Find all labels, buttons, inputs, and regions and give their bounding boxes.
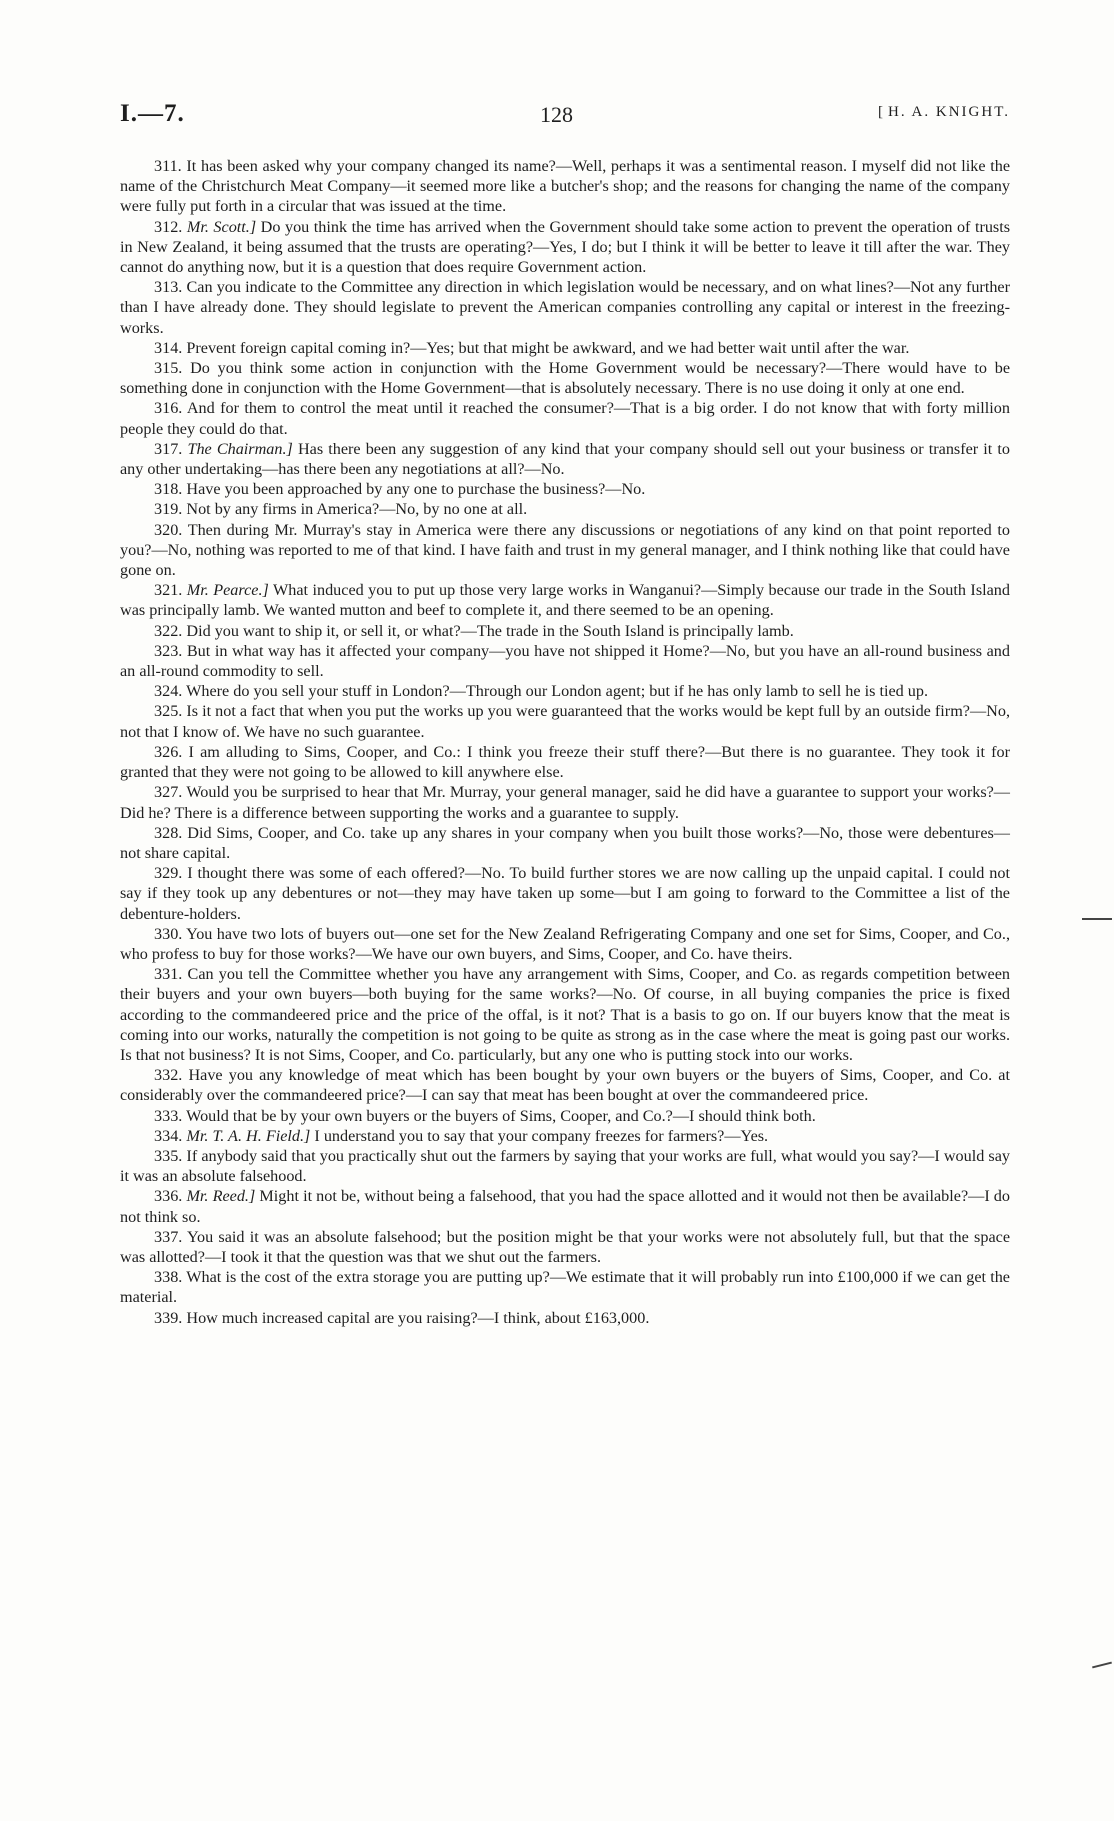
paragraph-338: 338. What is the cost of the extra storage you are putting up?—We estimate that it will probably run into £100,000 if we can get the material. xyxy=(120,1268,1010,1307)
question-text: Has there been any suggestion of any kind that your company should sell out your business or transfer it to any other undertaking—has there been any negotiations at all?—No. xyxy=(120,439,1010,479)
paragraph-317 xyxy=(120,439,1010,479)
margin-mark xyxy=(1092,1662,1112,1669)
speaker-name: Mr. Reed.] xyxy=(186,1187,256,1206)
paragraph-333: 333. Would that be by your own buyers or the buyers of Sims, Cooper, and Co.?—I should think both. xyxy=(154,1106,816,1125)
paper-reference: I.—7. xyxy=(120,100,185,127)
paragraph-336 xyxy=(120,1186,1010,1226)
paragraph-323: 323. But in what way has it affected your company—you have not shipped it Home?—No, but you have an all-round business and an all-round commodity to sell. xyxy=(120,641,1010,681)
paragraph-320: 320. Then during Mr. Murray's stay in America were there any discussions or negotiations of any kind on that point reported to you?—No, nothing was reported to me of that kind. I have faith and trust in my general manager, and I think nothing like that could have gone on. xyxy=(120,520,1010,580)
witness-name: [ H. A. KNIGHT. xyxy=(878,104,1010,121)
page-header xyxy=(120,100,1010,140)
paragraph-316: 316. And for them to control the meat until it reached the consumer?—That is a big order. I do not know that with forty million people they could do that. xyxy=(120,399,1010,438)
page-number: 128 xyxy=(540,102,573,127)
document-page xyxy=(120,100,1010,1328)
paragraph-313: 313. Can you indicate to the Committee any direction in which legislation would be necessary, and on what lines?—Not any further than I have already done. They should legislate to prevent the American companies controlling any capital or interest in the freezing-works. xyxy=(120,278,1010,337)
paragraph-331: 331. Can you tell the Committee whether you have any arrangement with Sims, Cooper, and Co. as regards competition between their buyers and your own buyers—both buying for the same works?—No. Of course, in all buying companies the price is fixed according to the commandeered price and the price of the offal, is it not? That is a basis to go on. If our buyers know that the meat is coming into our works, naturally the competition is not going to be quite as strong as in the case where the meat is going past our works. Is that not business? It is not Sims, Cooper, and Co. particularly, but any one who is putting stock into our works. xyxy=(120,965,1010,1064)
paragraph-339: 339. How much increased capital are you raising?—I think, about £163,000. xyxy=(154,1308,650,1327)
paragraph-314: 314. Prevent foreign capital coming in?—Yes; but that might be awkward, and we had better wait until after the war. xyxy=(154,338,910,357)
question-text: Might it not be, without being a falsehood, that you had the space allotted and it would not then be available?—I do not think so. xyxy=(120,1187,1010,1226)
question-text: Do you think the time has arrived when the Government should take some action to prevent the operation of trusts in New Zealand, it being assumed that the trusts are operating?—Yes, I do; but I think it will be better to leave it till after the war. They cannot do anything now, but it is a question that does require Government action. xyxy=(120,217,1011,277)
paragraph-337: 337. You said it was an absolute falsehood; but the position might be that your works were not absolutely full, but that the space was allotted?—I took it that the question was that we shut out the farmers. xyxy=(120,1227,1010,1266)
question-number: 336. xyxy=(154,1187,183,1206)
paragraph-315: 315. Do you think some action in conjunction with the Home Government would be necessary?—There would have to be something done in conjunction with the Home Government—that is absolutely necessary. There is no use doing it only at one end. xyxy=(120,359,1010,398)
question-text: I understand you to say that your company freezes for farmers?—Yes. xyxy=(314,1126,769,1145)
question-number: 312. xyxy=(154,217,183,236)
paragraph-312 xyxy=(120,217,1010,278)
paragraph-324: 324. Where do you sell your stuff in London?—Through our London agent; but if he has only lamb to sell he is tied up. xyxy=(154,682,929,701)
speaker-name: The Chairman.] xyxy=(187,439,293,458)
speaker-name: Mr. T. A. H. Field.] xyxy=(186,1126,311,1145)
margin-mark xyxy=(1082,918,1112,920)
paragraph-327: 327. Would you be surprised to hear that Mr. Murray, your general manager, said he did have a guarantee to support your works?—Did he? There is a difference between supporting the works and a guarantee to supply. xyxy=(120,783,1010,822)
paragraph-311: 311. It has been asked why your company changed its name?—Well, perhaps it was a sentimental reason. I myself did not like the name of the Christchurch Meat Company—it seemed more like a butcher's shop; and the reasons for changing the name of the company were fully put forth in a circular that was issued at the time. xyxy=(120,157,1010,216)
paragraph-334 xyxy=(120,1126,1010,1146)
question-number: 321. xyxy=(154,581,183,600)
paragraph-329: 329. I thought there was some of each offered?—No. To build further stores we are now calling up the unpaid capital. I could not say if they took up any debentures or not—they may have taken up some—but I am going to forward to the Committee a list of the debenture-holders. xyxy=(120,864,1010,923)
paragraph-328: 328. Did Sims, Cooper, and Co. take up any shares in your company when you built those works?—No, those were debentures—not share capital. xyxy=(120,823,1010,862)
paragraph-326: 326. I am alluding to Sims, Cooper, and Co.: I think you freeze their stuff there?—But there is no guarantee. They took it for granted that they were not going to be allowed to kill anywhere else. xyxy=(120,742,1010,782)
paragraph-318: 318. Have you been approached by any one to purchase the business?—No. xyxy=(154,480,646,499)
paragraph-325: 325. Is it not a fact that when you put the works up you were guaranteed that the works would be kept full by an outside firm?—No, not that I know of. We have no such guarantee. xyxy=(120,702,1010,741)
speaker-name: Mr. Scott.] xyxy=(186,217,257,236)
paragraph-332: 332. Have you any knowledge of meat which has been bought by your own buyers or the buyers of Sims, Cooper, and Co. at considerably over the commandeered price?—I can say that meat has been bought at over the commandeered price. xyxy=(120,1066,1010,1105)
question-number: 334. xyxy=(154,1126,183,1145)
paragraph-322: 322. Did you want to ship it, or sell it, or what?—The trade in the South Island is principally lamb. xyxy=(154,621,794,640)
paragraph-335: 335. If anybody said that you practically shut out the farmers by saying that your works are full, what would you say?—I would say it was an absolute falsehood. xyxy=(120,1146,1010,1186)
paragraph-321 xyxy=(120,580,1010,620)
question-number: 317. xyxy=(154,439,183,458)
speaker-name: Mr. Pearce.] xyxy=(186,581,269,600)
question-text: What induced you to put up those very large works in Wanganui?—Simply because our trade in the South Island was principally lamb. We wanted mutton and beef to complete it, and there seemed to be an opening. xyxy=(120,581,1010,620)
evidence-text xyxy=(120,156,1010,1328)
paragraph-319: 319. Not by any firms in America?—No, by no one at all. xyxy=(154,500,528,519)
paragraph-330: 330. You have two lots of buyers out—one set for the New Zealand Refrigerating Company and one set for Sims, Cooper, and Co., who profess to buy for those works?—We have our own buyers, and Sims, Cooper, and Co. have theirs. xyxy=(120,924,1010,963)
